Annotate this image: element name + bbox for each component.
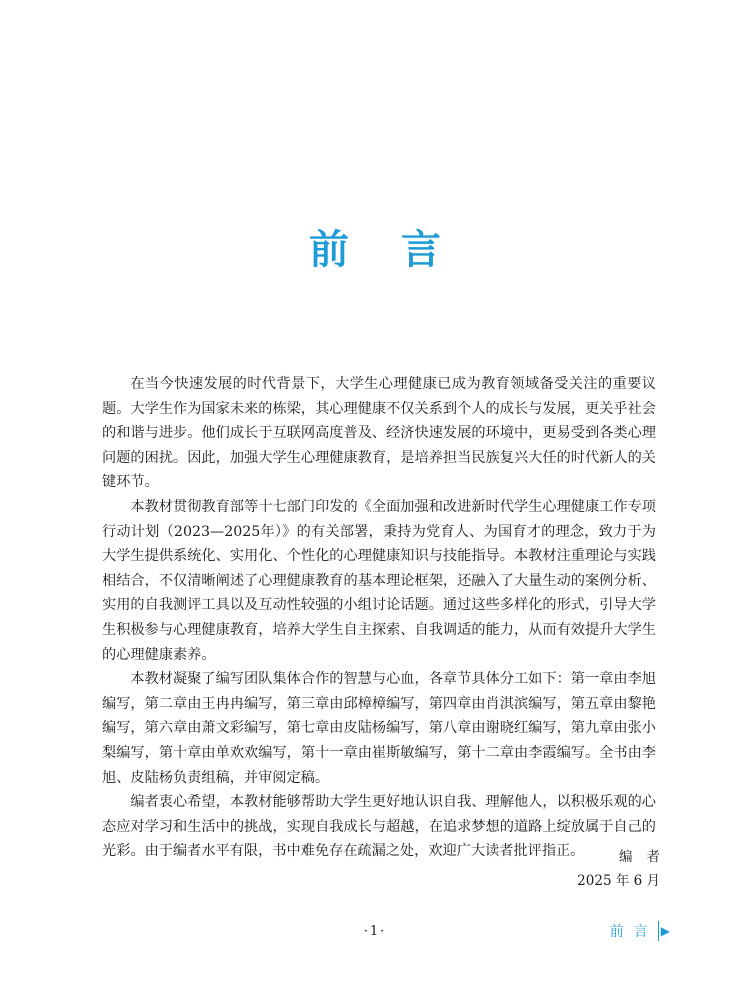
running-footer: [610, 921, 670, 941]
triangle-right-icon: ▶: [660, 924, 670, 938]
signature-author: 编者: [619, 849, 674, 865]
paragraph: 本教材贯彻教育部等十七部门印发的《全面加强和改进新时代学生心理健康工作专项行动计划（2023—2025年）》的有关部署，秉持为党育人、为国育才的理念，致力于为大学生提供系统化、实用化、个性化的心理健康知识与技能指导。本教材注重理论与实践相结合，不仅清晰阐述了心理健康教育的基本理论框架，还融入了大量生动的案例分析、实用的自我测评工具以及互动性较强的小组讨论话题。通过这些多样化的形式，引导大学生积极参与心理健康教育，培养大学生自主探索、自我调适的能力，从而有效提升大学生的心理健康素养。: [102, 498, 656, 663]
preface-body: [102, 372, 656, 864]
footer-divider: [658, 921, 659, 941]
page-number: ·1·: [363, 924, 387, 939]
footer-section-label: 前言: [609, 924, 658, 940]
signature-block: [577, 845, 674, 893]
paragraph: 在当今快速发展的时代背景下，大学生心理健康已成为教育领域备受关注的重要议题。大学生作为国家未来的栋梁，其心理健康不仅关系到个人的成长与发展，更关乎社会的和谐与进步。他们成长于互联网高度普及、经济快速发展的环境中，更易受到各类心理问题的困扰。因此，加强大学生心理健康教育，是培养担当民族复兴大任的时代新人的关键环节。: [102, 376, 656, 491]
paragraph: 本教材凝聚了编写团队集体合作的智慧与心血，各章节具体分工如下：第一章由李旭编写，第二章由王冉冉编写，第三章由邱樟樟编写，第四章由肖淇滨编写，第五章由黎艳编写，第六章由萧文彩编写，第七章由皮陆杨编写，第八章由谢晓红编写，第九章由张小梨编写，第十章由单欢欢编写，第十一章由崔斯敏编写，第十二章由李霞编写。全书由李旭、皮陆杨负责组稿，并审阅定稿。: [102, 671, 656, 786]
paragraph: 编者衷心希望，本教材能够帮助大学生更好地认识自我、理解他人，以积极乐观的心态应对学习和生活中的挑战，实现自我成长与超越，在追求梦想的道路上绽放属于自己的光彩。由于编者水平有限，书中难免存在疏漏之处，欢迎广大读者批评指正。: [102, 794, 656, 860]
page-title: 前言: [309, 227, 493, 273]
signature-date: 2025 年 6 月: [577, 873, 660, 889]
